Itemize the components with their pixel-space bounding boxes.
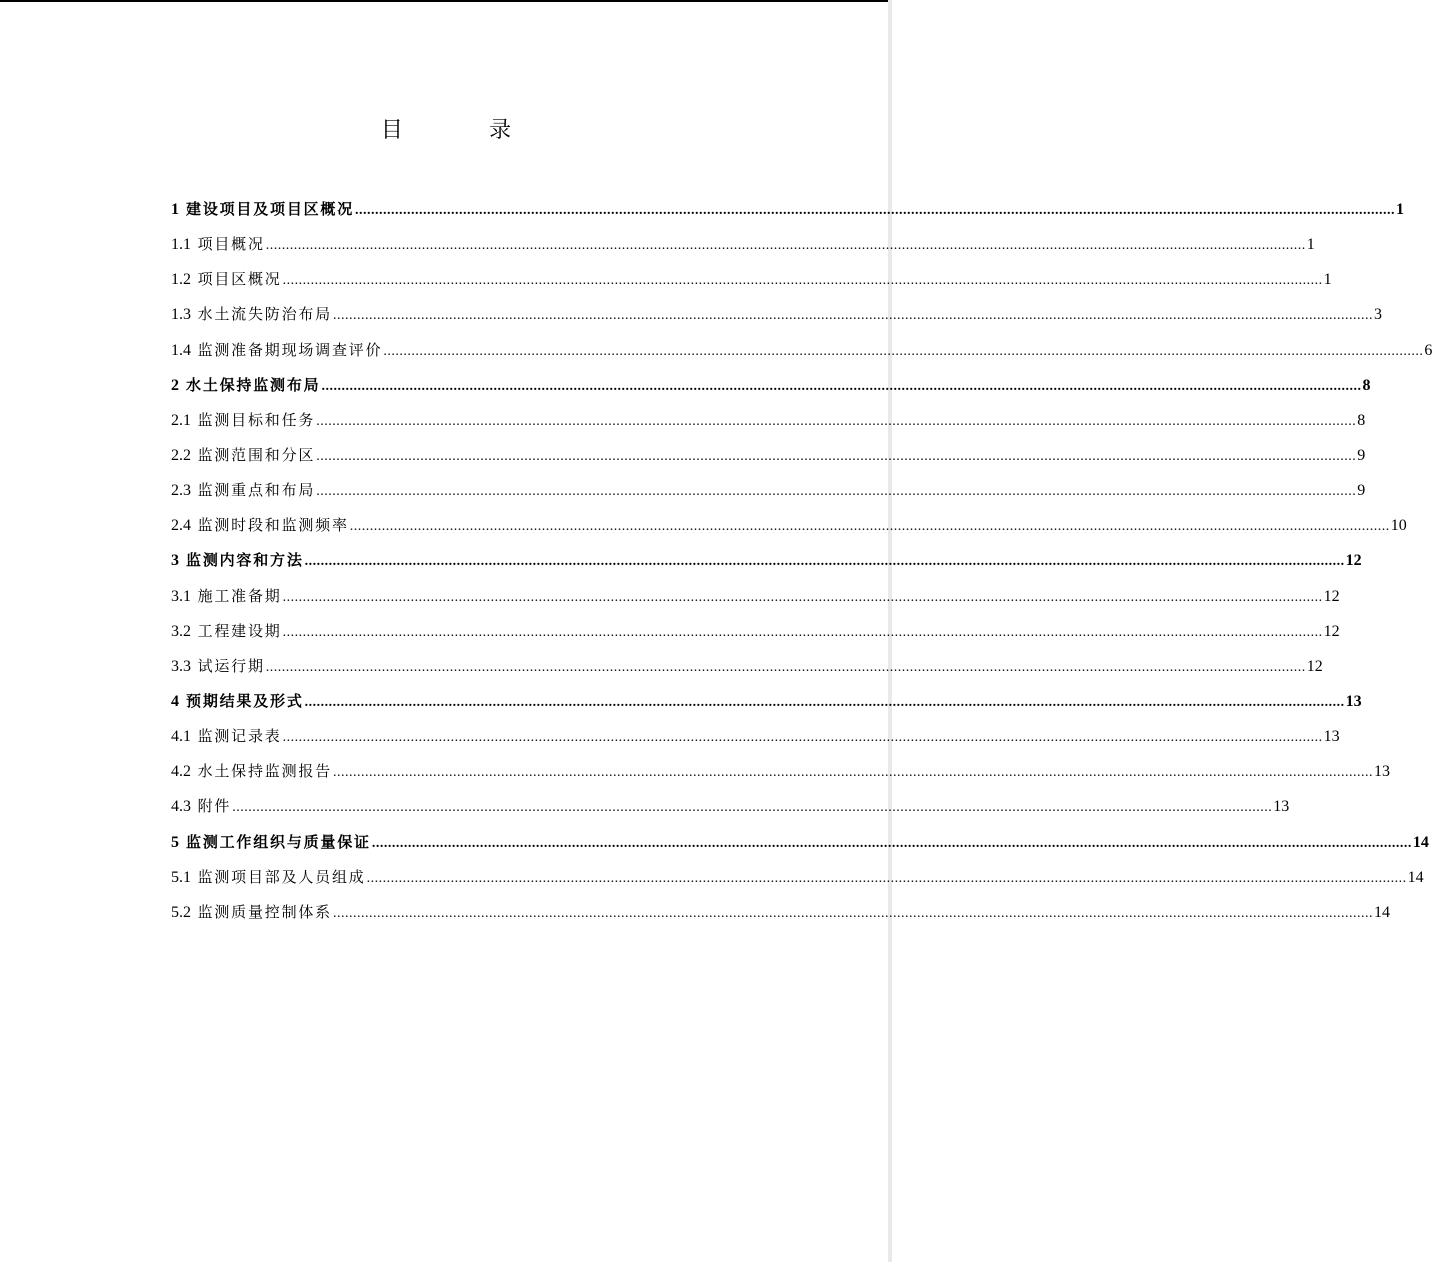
toc-dot-leader: .................................................................................................................................................................................................................................................................... bbox=[316, 413, 1357, 429]
toc-page-number: 1 bbox=[1396, 201, 1405, 218]
toc-entry-number: 4.1 bbox=[171, 728, 191, 746]
toc-section-entry[interactable] bbox=[171, 649, 1323, 684]
toc-dot-leader: .................................................................................................................................................................................................................................................................... bbox=[282, 624, 1323, 640]
toc-dot-leader: .................................................................................................................................................................................................................................................................... bbox=[355, 203, 1396, 218]
toc-dot-leader: .................................................................................................................................................................................................................................................................... bbox=[265, 659, 1306, 675]
toc-chapter-entry[interactable] bbox=[171, 543, 1362, 578]
toc-entry-text: 附件 bbox=[197, 797, 232, 816]
toc-section-entry[interactable] bbox=[171, 333, 1432, 368]
toc-entry-text: 监测范围和分区 bbox=[197, 445, 316, 464]
toc-entry-number: 1.1 bbox=[171, 236, 191, 254]
toc-chapter-entry[interactable] bbox=[171, 368, 1371, 403]
toc-entry-number: 2.3 bbox=[171, 482, 191, 500]
toc-dot-leader: .................................................................................................................................................................................................................................................................... bbox=[332, 905, 1373, 921]
toc-page-number: 13 bbox=[1345, 692, 1362, 710]
toc-entry-text: 水土保持监测报告 bbox=[197, 762, 332, 781]
toc-entry-number: 2.4 bbox=[171, 517, 191, 535]
toc-entry-number: 2 bbox=[171, 376, 179, 394]
toc-entry-text: 监测项目部及人员组成 bbox=[197, 867, 366, 886]
toc-entry-number: 2.1 bbox=[171, 411, 191, 429]
toc-entry-label bbox=[171, 297, 332, 332]
toc-entry-label bbox=[171, 754, 332, 789]
toc-page-number: 14 bbox=[1407, 868, 1424, 886]
toc-entry-text: 监测工作组织与质量保证 bbox=[186, 832, 371, 851]
toc-page-number: 14 bbox=[1373, 903, 1390, 921]
toc-section-entry[interactable] bbox=[171, 403, 1366, 438]
toc-entry-text: 监测质量控制体系 bbox=[197, 902, 332, 921]
toc-entry-number: 3.3 bbox=[171, 657, 191, 675]
toc-page-number: 14 bbox=[1412, 833, 1429, 851]
toc-entry-text: 建设项目及项目区概况 bbox=[186, 200, 355, 218]
toc-page-number: 1 bbox=[1323, 271, 1332, 289]
toc-entry-label bbox=[171, 684, 304, 719]
toc-entry-number: 5.1 bbox=[171, 868, 191, 886]
toc-section-entry[interactable] bbox=[171, 297, 1382, 332]
toc-dot-leader: .................................................................................................................................................................................................................................................................... bbox=[316, 484, 1357, 500]
toc-dot-leader: .................................................................................................................................................................................................................................................................... bbox=[332, 765, 1373, 781]
toc-chapter-entry[interactable] bbox=[171, 192, 1405, 227]
toc-page-number: 12 bbox=[1345, 552, 1362, 570]
toc-section-entry[interactable] bbox=[171, 438, 1366, 473]
toc-entry-number: 4 bbox=[171, 692, 179, 710]
toc-entry-text: 水土流失防治布局 bbox=[197, 305, 332, 324]
toc-page-number: 12 bbox=[1323, 587, 1340, 605]
toc-entry-label bbox=[171, 227, 265, 262]
toc-page-number: 1 bbox=[1306, 236, 1315, 254]
toc-entry-text: 试运行期 bbox=[197, 656, 265, 675]
table-of-contents bbox=[171, 192, 1432, 930]
toc-dot-leader: .................................................................................................................................................................................................................................................................... bbox=[265, 238, 1306, 254]
toc-entry-label bbox=[171, 333, 382, 368]
toc-section-entry[interactable] bbox=[171, 614, 1340, 649]
toc-section-entry[interactable] bbox=[171, 262, 1332, 297]
toc-page-number: 12 bbox=[1306, 657, 1323, 675]
toc-entry-label bbox=[171, 543, 304, 578]
toc-page-number: 3 bbox=[1373, 306, 1382, 324]
toc-entry-label bbox=[171, 895, 332, 930]
toc-entry-label bbox=[171, 192, 354, 227]
toc-entry-text: 监测时段和监测频率 bbox=[197, 516, 349, 535]
toc-entry-number: 3 bbox=[171, 552, 179, 570]
toc-entry-label bbox=[171, 473, 315, 508]
toc-entry-label bbox=[171, 649, 265, 684]
toc-entry-label bbox=[171, 508, 349, 543]
toc-section-entry[interactable] bbox=[171, 508, 1407, 543]
toc-title: 目 录 bbox=[380, 118, 551, 143]
toc-entry-label bbox=[171, 614, 282, 649]
toc-entry-text: 监测目标和任务 bbox=[197, 410, 316, 429]
toc-page-number: 6 bbox=[1424, 341, 1432, 359]
toc-entry-text: 预期结果及形式 bbox=[186, 691, 304, 710]
toc-entry-number: 5.2 bbox=[171, 903, 191, 921]
toc-dot-leader: .................................................................................................................................................................................................................................................................... bbox=[282, 589, 1323, 605]
toc-entry-label bbox=[171, 403, 315, 438]
toc-page-number: 8 bbox=[1362, 376, 1371, 394]
toc-entry-number: 4.3 bbox=[171, 798, 191, 816]
toc-entry-text: 工程建设期 bbox=[197, 621, 282, 640]
toc-dot-leader: .................................................................................................................................................................................................................................................................... bbox=[383, 343, 1424, 359]
toc-entry-label bbox=[171, 825, 371, 860]
toc-entry-label bbox=[171, 368, 320, 403]
toc-page-number: 10 bbox=[1390, 517, 1407, 535]
toc-dot-leader: .................................................................................................................................................................................................................................................................... bbox=[282, 730, 1323, 746]
toc-entry-label bbox=[171, 438, 315, 473]
toc-entry-number: 1.3 bbox=[171, 306, 191, 324]
toc-dot-leader: .................................................................................................................................................................................................................................................................... bbox=[232, 800, 1273, 816]
toc-page-number: 13 bbox=[1323, 728, 1340, 746]
toc-dot-leader: .................................................................................................................................................................................................................................................................... bbox=[316, 448, 1357, 464]
toc-section-entry[interactable] bbox=[171, 473, 1366, 508]
toc-entry-number: 3.1 bbox=[171, 587, 191, 605]
toc-section-entry[interactable] bbox=[171, 754, 1390, 789]
toc-entry-text: 监测重点和布局 bbox=[197, 481, 316, 500]
toc-section-entry[interactable] bbox=[171, 579, 1340, 614]
toc-entry-text: 水土保持监测布局 bbox=[186, 375, 321, 394]
toc-page-number: 13 bbox=[1373, 763, 1390, 781]
page-top-border bbox=[0, 0, 892, 2]
toc-page-number: 9 bbox=[1357, 482, 1366, 500]
toc-page-number: 13 bbox=[1273, 798, 1290, 816]
toc-section-entry[interactable] bbox=[171, 789, 1290, 824]
toc-chapter-entry[interactable] bbox=[171, 684, 1362, 719]
toc-section-entry[interactable] bbox=[171, 860, 1424, 895]
toc-chapter-entry[interactable] bbox=[171, 825, 1429, 860]
toc-entry-number: 1 bbox=[171, 201, 179, 218]
toc-page-number: 8 bbox=[1357, 411, 1366, 429]
toc-entry-number: 1.4 bbox=[171, 341, 191, 359]
toc-page-number: 12 bbox=[1323, 622, 1340, 640]
toc-entry-label bbox=[171, 579, 282, 614]
toc-entry-text: 施工准备期 bbox=[197, 586, 282, 605]
toc-dot-leader: .................................................................................................................................................................................................................................................................... bbox=[321, 378, 1362, 394]
toc-entry-label bbox=[171, 789, 231, 824]
toc-entry-text: 监测记录表 bbox=[197, 727, 282, 746]
toc-entry-label bbox=[171, 719, 282, 754]
toc-entry-label bbox=[171, 860, 366, 895]
toc-section-entry[interactable] bbox=[171, 895, 1390, 930]
toc-page-number: 9 bbox=[1357, 446, 1366, 464]
toc-entry-label bbox=[171, 262, 282, 297]
toc-dot-leader: .................................................................................................................................................................................................................................................................... bbox=[282, 273, 1323, 289]
toc-entry-text: 监测内容和方法 bbox=[186, 551, 304, 570]
toc-dot-leader: .................................................................................................................................................................................................................................................................... bbox=[366, 870, 1407, 886]
toc-entry-text: 监测准备期现场调查评价 bbox=[197, 340, 383, 359]
toc-section-entry[interactable] bbox=[171, 227, 1315, 262]
toc-entry-number: 5 bbox=[171, 833, 179, 851]
toc-entry-number: 1.2 bbox=[171, 271, 191, 289]
toc-entry-number: 4.2 bbox=[171, 763, 191, 781]
toc-entry-text: 项目概况 bbox=[197, 235, 265, 254]
toc-dot-leader: .................................................................................................................................................................................................................................................................... bbox=[304, 554, 1345, 570]
toc-dot-leader: .................................................................................................................................................................................................................................................................... bbox=[349, 519, 1390, 535]
toc-section-entry[interactable] bbox=[171, 719, 1340, 754]
toc-entry-number: 2.2 bbox=[171, 446, 191, 464]
toc-entry-text: 项目区概况 bbox=[197, 270, 282, 289]
toc-dot-leader: .................................................................................................................................................................................................................................................................... bbox=[332, 308, 1373, 324]
toc-dot-leader: .................................................................................................................................................................................................................................................................... bbox=[304, 694, 1345, 710]
toc-entry-number: 3.2 bbox=[171, 622, 191, 640]
toc-dot-leader: .................................................................................................................................................................................................................................................................... bbox=[371, 835, 1412, 851]
